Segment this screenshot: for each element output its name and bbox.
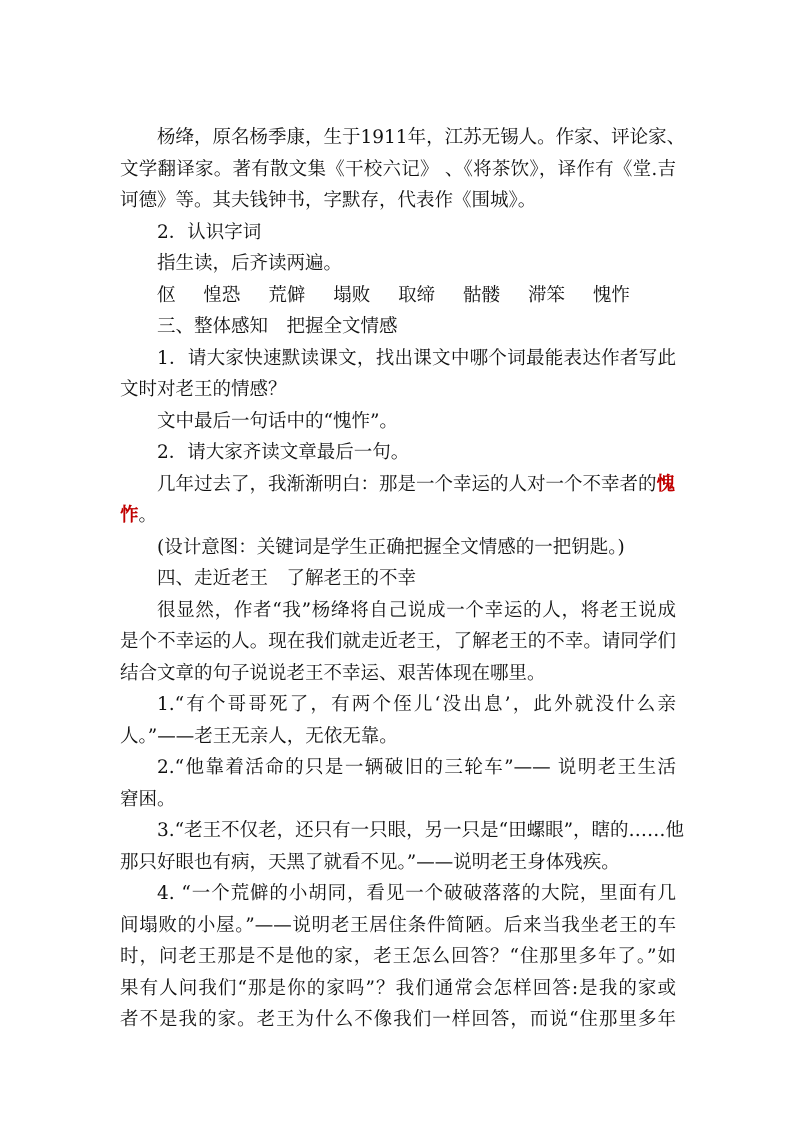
section-4-item-3-line-1: 3.“老王不仅老，还只有一只眼，另一只是“田螺眼”，瞎的……他 [157, 820, 685, 841]
vocabulary-word: 惶恐 [203, 284, 241, 306]
section-3-question-2: 2．请大家齐读文章最后一句。 [157, 442, 410, 463]
section-3-question-1-line-2: 文时对老王的情感？ [120, 379, 287, 400]
section-3-quote-line-2 [120, 500, 676, 532]
section-3-heading: 三、整体感知 把握全文情感 [157, 316, 398, 337]
section-4-paragraph-line-3: 结合文章的句子说说老王不幸运、艰苦体现在哪里。 [120, 662, 546, 684]
section-4-paragraph-line-1: 很显然，作者“我”杨绛将自己说成一个幸运的人，将老王说成 [157, 599, 676, 621]
quote-end: 。 [138, 505, 158, 526]
section-3-design-note: (设计意图：关键词是学生正确把握全文情感的一把钥匙。) [157, 536, 625, 558]
intro-line-2: 文学翻译家。著有散文集《干校六记》 、《将茶饮》，译作有《堂.吉 [120, 158, 676, 180]
section-3-question-1-line-1: 1．请大家快速默读课文，找出课文中哪个词最能表达作者写此 [157, 347, 676, 369]
section-4-item-1-line-2: 人。”——老王无亲人，无依无靠。 [120, 725, 398, 747]
vocabulary-word: 骷髅 [463, 284, 501, 306]
vocabulary-word-list [120, 280, 676, 312]
section-4-heading: 四、走近老王 了解老王的不幸 [157, 568, 417, 589]
section-3-quote-line-1 [120, 469, 676, 501]
section-4-item-2-line-1: 2.“他靠着活命的只是一辆破旧的三轮车”—— 说明老王生活 [157, 757, 676, 778]
section-2-heading: 2．认识字词 [157, 221, 262, 243]
section-4-paragraph-line-2: 是个不幸运的人。现在我们就走近老王，了解老王的不幸。请同学们 [120, 631, 676, 652]
intro-line-1: 杨绛，原名杨季康，生于1911年，江苏无锡人。作家、评论家、 [157, 127, 686, 148]
section-4-item-3-line-2: 那只好眼也有病，天黑了就看不见。”——说明老王身体残疾。 [120, 851, 620, 873]
section-4-item-4-line-1: 4. “一个荒僻的小胡同，看见一个破破落落的大院，里面有几 [157, 883, 676, 904]
vocabulary-word: 塌败 [333, 284, 371, 306]
section-4-item-4-line-2: 间塌败的小屋。”——说明老王居住条件简陋。后来当我坐老王的车 [120, 914, 676, 936]
section-4-item-4-line-4: 果有人问我们“那是你的家吗”？我们通常会怎样回答:是我的家或 [120, 977, 676, 999]
section-3-answer-1: 文中最后一句话中的“愧怍”。 [157, 410, 398, 432]
section-4-item-4-line-5: 者不是我的家。老王为什么不像我们一样回答，而说“住那里多年 [120, 1009, 676, 1030]
section-4-item-4-line-3: 时，问老王那是不是他的家，老王怎么回答？“住那里多年了。”如 [120, 946, 676, 967]
quote-keyword-highlight: 愧 [656, 473, 676, 495]
quote-text: 几年过去了，我渐渐明白：那是一个幸运的人对一个不幸者的 [157, 473, 657, 495]
section-2-instruction: 指生读，后齐读两遍。 [157, 253, 343, 274]
vocabulary-word: 伛 [157, 284, 176, 306]
intro-line-3: 诃德》等。其夫钱钟书，字默存，代表作《围城》。 [120, 190, 537, 211]
document-page [120, 122, 686, 1036]
vocabulary-word: 愧怍 [592, 284, 630, 306]
section-4-item-2-line-2: 窘困。 [120, 788, 176, 810]
quote-keyword-highlight: 怍 [120, 505, 139, 526]
vocabulary-word: 荒僻 [268, 284, 306, 306]
section-4-item-1-line-1: 1.“有个哥哥死了，有两个侄儿‘没出息’，此外就没什么亲 [157, 694, 676, 715]
vocabulary-word: 取缔 [398, 284, 436, 306]
vocabulary-word: 滞笨 [527, 284, 565, 306]
